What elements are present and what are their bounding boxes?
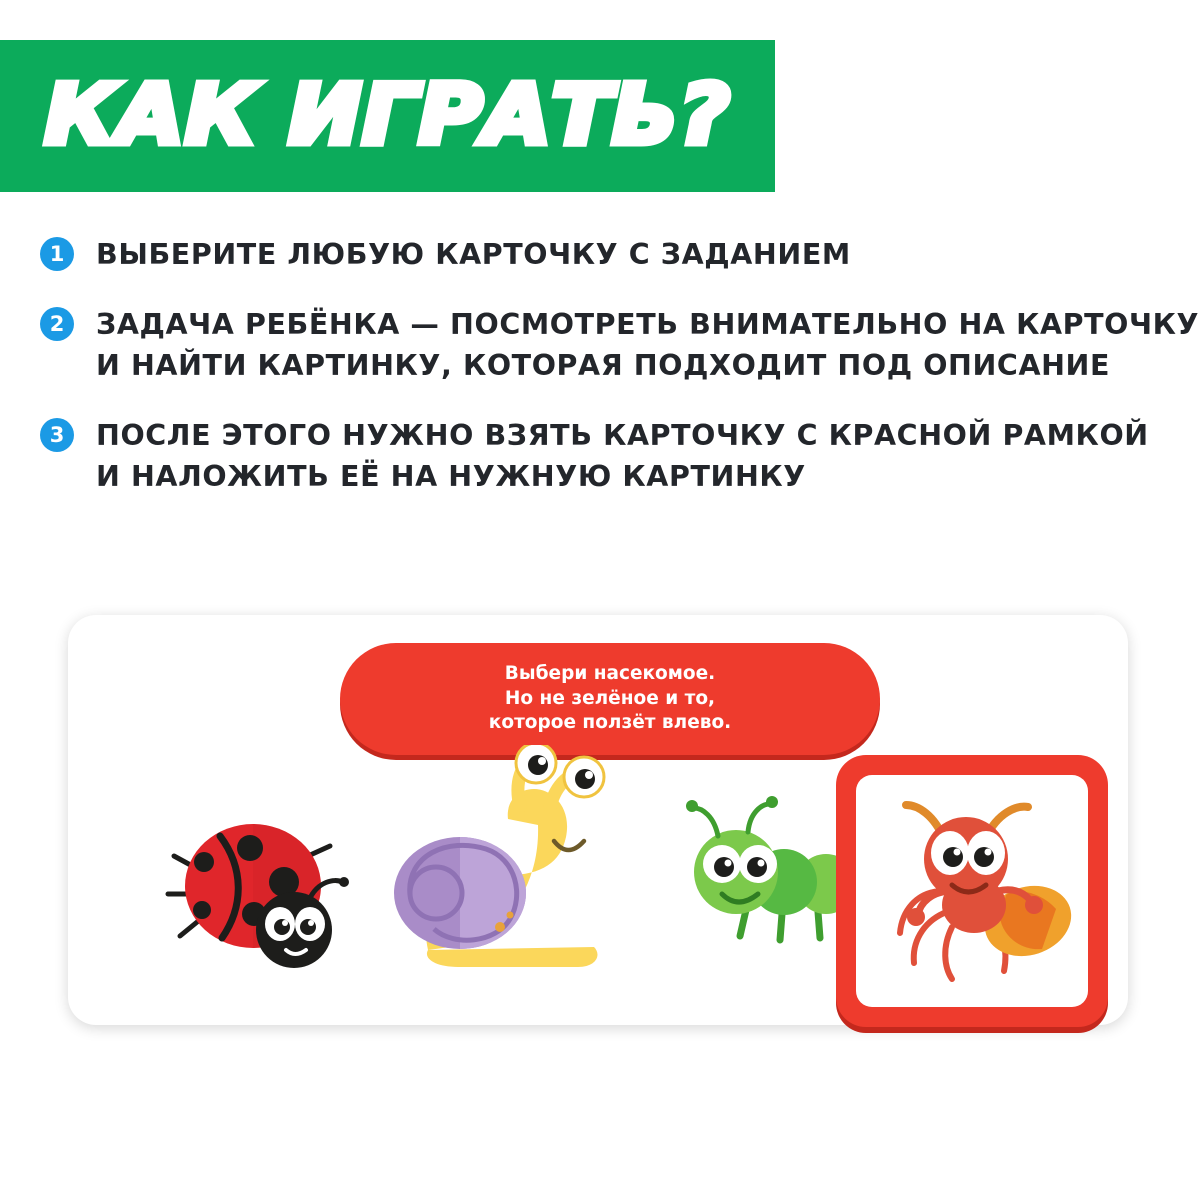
example-panel bbox=[68, 615, 1128, 1025]
ladybug-illustration bbox=[158, 790, 358, 985]
step-line: ВЫБЕРИТЕ ЛЮБУЮ КАРТОЧКУ С ЗАДАНИЕМ bbox=[96, 238, 851, 271]
task-bubble-text bbox=[489, 662, 731, 737]
step-number-badge: 1 bbox=[40, 237, 74, 271]
task-line: Выбери насекомое. bbox=[504, 662, 716, 684]
step-text-3 bbox=[96, 416, 1149, 497]
snail-illustration bbox=[388, 745, 638, 1000]
page-title: КАК ИГРАТЬ? bbox=[44, 68, 731, 163]
step-line: И НАЙТИ КАРТИНКУ, КОТОРАЯ ПОДХОДИТ ПОД ОПИСАНИЕ bbox=[96, 348, 1111, 382]
step-number-badge: 3 bbox=[40, 418, 74, 452]
task-line: Но не зелёное и то, bbox=[504, 687, 716, 709]
answer-card-inner bbox=[856, 775, 1088, 1007]
task-line: которое ползёт влево. bbox=[488, 712, 732, 734]
step-item-1 bbox=[40, 235, 1090, 275]
step-line: ЗАДАЧА РЕБЁНКА — ПОСМОТРЕТЬ ВНИМАТЕЛЬНО НА КАРТОЧКУ bbox=[96, 308, 1200, 342]
header-banner bbox=[0, 40, 775, 192]
step-item-3 bbox=[40, 416, 1149, 497]
step-item-2 bbox=[40, 305, 1200, 386]
step-line: И НАЛОЖИТЬ ЕЁ НА НУЖНУЮ КАРТИНКУ bbox=[96, 459, 806, 493]
step-number-badge: 2 bbox=[40, 307, 74, 341]
step-line: ПОСЛЕ ЭТОГО НУЖНО ВЗЯТЬ КАРТОЧКУ С КРАСНОЙ РАМКОЙ bbox=[96, 419, 1149, 453]
step-text-2 bbox=[96, 305, 1199, 386]
task-bubble bbox=[340, 643, 880, 755]
step-text-1 bbox=[96, 235, 851, 275]
ant-illustration bbox=[856, 775, 1088, 1007]
steps-list bbox=[40, 235, 1200, 527]
answer-card-ant[interactable] bbox=[836, 755, 1108, 1027]
